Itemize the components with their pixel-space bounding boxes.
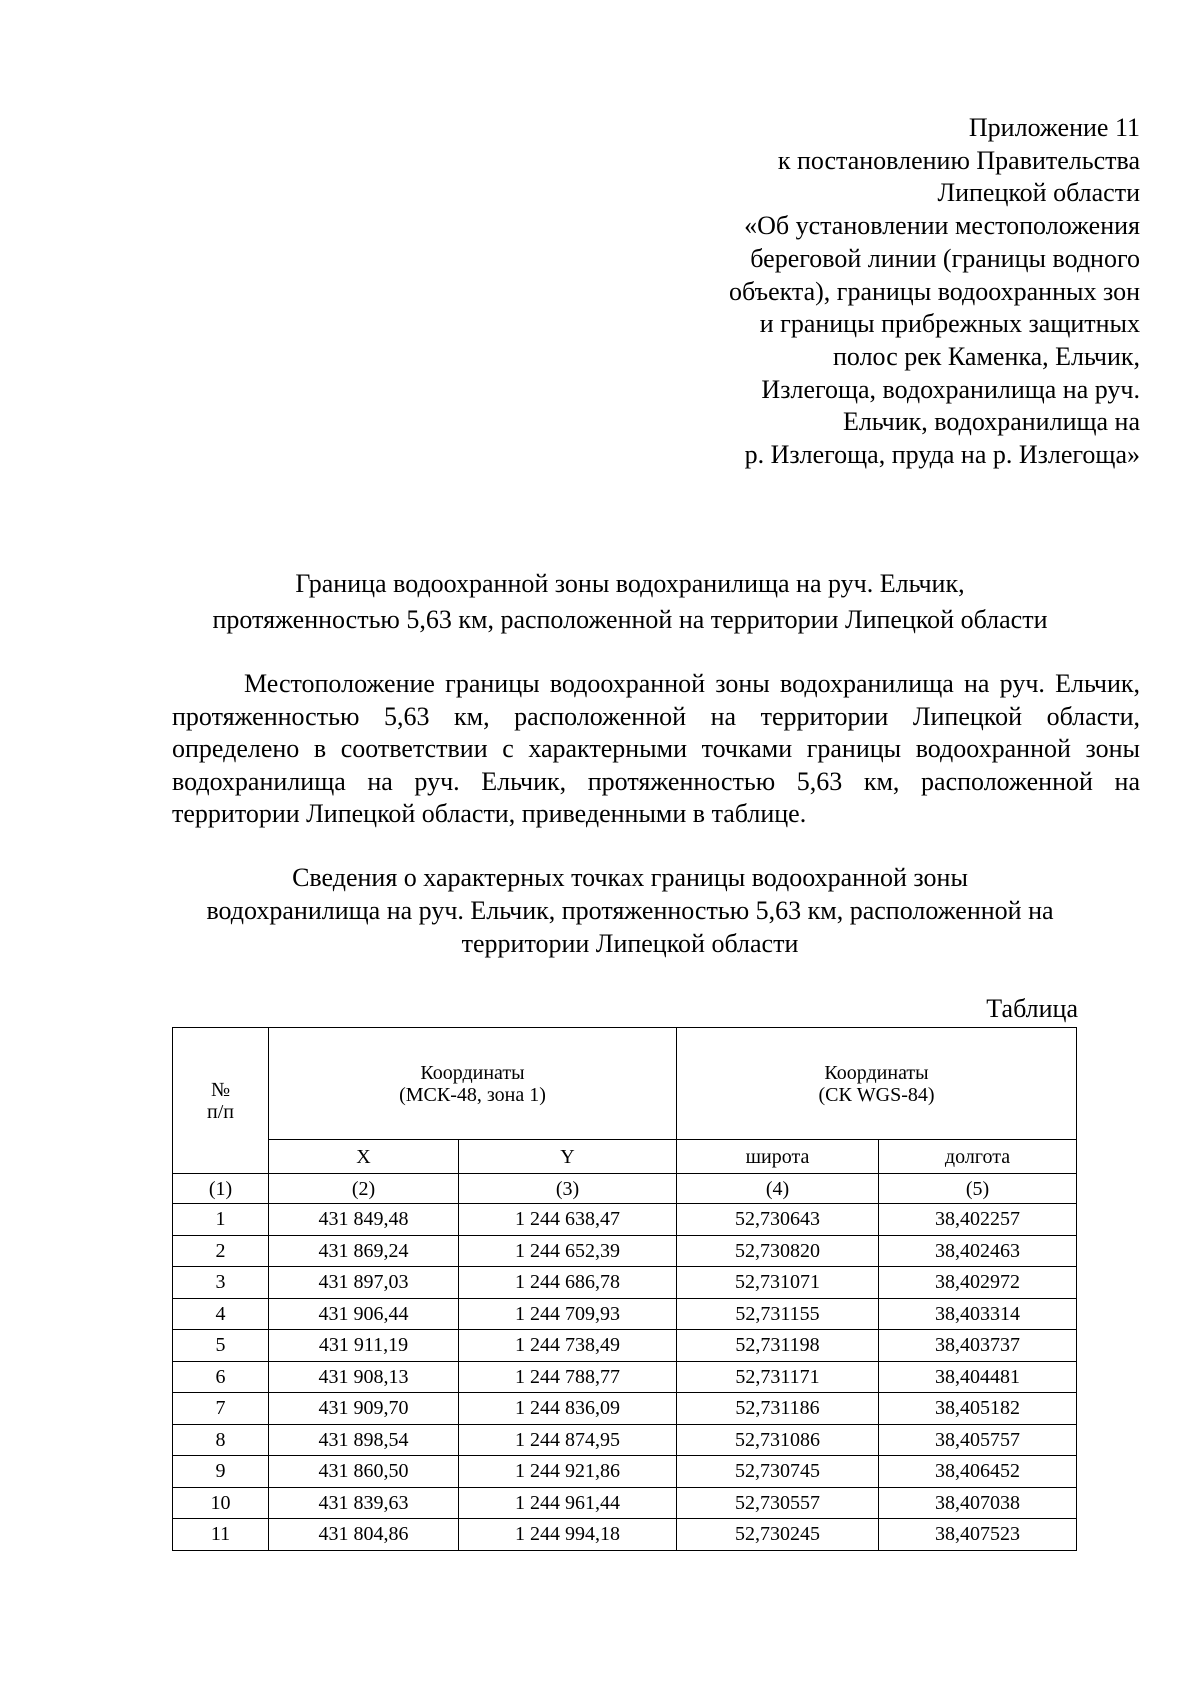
latitude-cell: 52,730643 [677,1204,879,1236]
header-msk-title: Координаты [420,1061,525,1084]
heading-line: протяженностью 5,63 км, расположенной на территории Липецкой области [212,605,1048,634]
latitude-cell: 52,731155 [677,1298,879,1330]
latitude-cell: 52,730745 [677,1456,879,1488]
header-y: Y [459,1140,677,1174]
table-row [173,1519,1077,1551]
latitude-cell: 52,731198 [677,1330,879,1362]
appendix-line: и границы прибрежных защитных [759,309,1140,339]
appendix-line: объекта), границы водоохранных зон [729,276,1140,306]
y-cell: 1 244 738,49 [459,1330,677,1362]
appendix-line: береговой линии (границы водного [750,243,1140,273]
y-cell: 1 244 686,78 [459,1267,677,1299]
header-msk-system: (МСК-48, зона 1) [399,1083,546,1106]
header-number [173,1028,269,1174]
table-caption: Таблица [986,994,1078,1023]
latitude-cell: 52,730557 [677,1487,879,1519]
y-cell: 1 244 994,18 [459,1519,677,1551]
latitude-cell: 52,730820 [677,1235,879,1267]
appendix-line: полос рек Каменка, Ельчик, [833,341,1140,371]
header-x: X [269,1140,459,1174]
longitude-cell: 38,402257 [879,1204,1077,1236]
table-body [173,1204,1077,1551]
header-msk-coordinates [269,1028,677,1140]
x-cell: 431 839,63 [269,1487,459,1519]
x-cell: 431 869,24 [269,1235,459,1267]
header-number-abbr: п/п [207,1100,234,1123]
y-cell: 1 244 961,44 [459,1487,677,1519]
point-number-cell: 6 [173,1361,269,1393]
point-number-cell: 5 [173,1330,269,1362]
y-cell: 1 244 921,86 [459,1456,677,1488]
header-wgs-system: (СК WGS-84) [818,1083,935,1106]
y-cell: 1 244 638,47 [459,1204,677,1236]
column-number: (1) [173,1174,269,1204]
y-cell: 1 244 836,09 [459,1393,677,1425]
header-wgs-title: Координаты [824,1061,929,1084]
body-paragraph: Местоположение границы водоохранной зоны водохранилища на руч. Ельчик, протяженностью 5,63 км, расположенной на территории Липецкой области, определено в соответствии с характерными точками границы водоохранной зоны водохранилища на руч. Ельчик, протяженностью 5,63 км, расположенной на территории Липецкой области, приведенными в таблице. [172,669,1140,828]
longitude-cell: 38,402972 [879,1267,1077,1299]
x-cell: 431 909,70 [269,1393,459,1425]
header-latitude: широта [677,1140,879,1174]
appendix-line: р. Излегоща, пруда на р. Излегоща» [744,440,1140,470]
longitude-cell: 38,407038 [879,1487,1077,1519]
point-number-cell: 10 [173,1487,269,1519]
y-cell: 1 244 874,95 [459,1424,677,1456]
column-number: (2) [269,1174,459,1204]
table-title-line: Сведения о характерных точках границы водоохранной зоны [292,863,968,892]
longitude-cell: 38,402463 [879,1235,1077,1267]
longitude-cell: 38,404481 [879,1361,1077,1393]
latitude-cell: 52,731186 [677,1393,879,1425]
appendix-line: Приложение 11 [968,113,1140,142]
point-number-cell: 7 [173,1393,269,1425]
latitude-cell: 52,731171 [677,1361,879,1393]
table-row [173,1424,1077,1456]
table-row [173,1361,1077,1393]
column-number: (4) [677,1174,879,1204]
appendix-line: Излегоща, водохранилища на руч. [761,374,1140,404]
x-cell: 431 898,54 [269,1424,459,1456]
header-wgs-coordinates [677,1028,1077,1140]
coordinates-table [172,1027,1077,1551]
table-title-line: территории Липецкой области [461,929,799,958]
table-row [173,1330,1077,1362]
table-row [173,1267,1077,1299]
y-cell: 1 244 709,93 [459,1298,677,1330]
y-cell: 1 244 788,77 [459,1361,677,1393]
table-row [173,1487,1077,1519]
point-number-cell: 11 [173,1519,269,1551]
appendix-line: Ельчик, водохранилища на [842,407,1140,437]
latitude-cell: 52,731071 [677,1267,879,1299]
x-cell: 431 860,50 [269,1456,459,1488]
appendix-line: «Об установлении местоположения [744,211,1140,241]
x-cell: 431 911,19 [269,1330,459,1362]
table-row [173,1393,1077,1425]
longitude-cell: 38,403314 [879,1298,1077,1330]
table-row [173,1456,1077,1488]
header-longitude: долгота [879,1140,1077,1174]
longitude-cell: 38,405757 [879,1424,1077,1456]
header-number-symbol: № [210,1078,231,1101]
x-cell: 431 908,13 [269,1361,459,1393]
point-number-cell: 8 [173,1424,269,1456]
point-number-cell: 9 [173,1456,269,1488]
y-cell: 1 244 652,39 [459,1235,677,1267]
point-number-cell: 2 [173,1235,269,1267]
x-cell: 431 906,44 [269,1298,459,1330]
point-number-cell: 1 [173,1204,269,1236]
latitude-cell: 52,731086 [677,1424,879,1456]
appendix-line: к постановлению Правительства [777,145,1140,175]
longitude-cell: 38,403737 [879,1330,1077,1362]
longitude-cell: 38,407523 [879,1519,1077,1551]
point-number-cell: 4 [173,1298,269,1330]
table-row [173,1235,1077,1267]
column-number: (5) [879,1174,1077,1204]
appendix-reference [580,112,1140,472]
heading-line: Граница водоохранной зоны водохранилища на руч. Ельчик, [295,569,965,598]
table-row [173,1204,1077,1236]
x-cell: 431 804,86 [269,1519,459,1551]
x-cell: 431 897,03 [269,1267,459,1299]
x-cell: 431 849,48 [269,1204,459,1236]
table-title [150,861,1110,960]
longitude-cell: 38,405182 [879,1393,1077,1425]
longitude-cell: 38,406452 [879,1456,1077,1488]
point-number-cell: 3 [173,1267,269,1299]
table-row [173,1298,1077,1330]
document-heading [150,566,1110,638]
table-title-line: водохранилища на руч. Ельчик, протяженностью 5,63 км, расположенной на [206,896,1054,925]
appendix-line: Липецкой области [937,178,1140,208]
latitude-cell: 52,730245 [677,1519,879,1551]
column-number: (3) [459,1174,677,1204]
